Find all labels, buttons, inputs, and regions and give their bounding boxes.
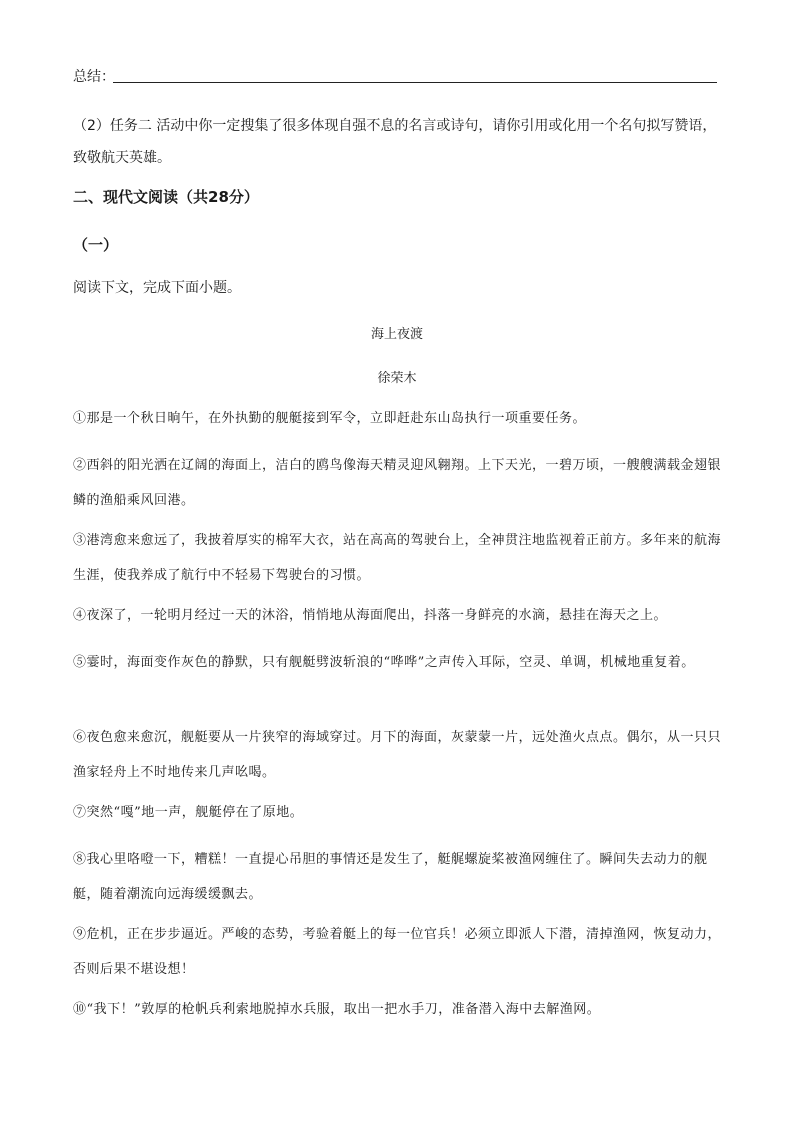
- article-paragraph: ⑦突然“嘎”地一声，舰艇停在了原地。: [73, 805, 304, 820]
- article-paragraph: ①那是一个秋日晌午，在外执勤的舰艇接到军令，立即赶赴东山岛执行一项重要任务。: [73, 411, 587, 426]
- article-author: 徐荣木: [377, 371, 417, 386]
- summary-row: [73, 64, 717, 86]
- question-2: （2）任务二 活动中你一定搜集了很多体现自强不息的名言或诗句，请你引用或化用一个名句拟写赞语，致敬航天英雄。: [73, 118, 717, 166]
- article-paragraph: ⑥夜色愈来愈沉，舰艇要从一片狭窄的海域穿过。月下的海面，灰蒙蒙一片，远处渔火点点。偶尔，从一只只渔家轻舟上不时地传来几声吆喝。: [73, 730, 722, 780]
- article-paragraph: ②西斜的阳光洒在辽阔的海面上，洁白的鸥鸟像海天精灵迎风翱翔。上下天光，一碧万顷，一艘艘满载金翅银鳞的渔船乘风回港。: [73, 458, 722, 508]
- article-paragraph: ⑨危机，正在步步逼近。严峻的态势，考验着艇上的每一位官兵！必须立即派人下潜，清掉渔网，恢复动力，否则后果不堪设想！: [73, 927, 722, 977]
- article-paragraph: ⑩“我下！”敦厚的枪帆兵利索地脱掉水兵服，取出一把水手刀，准备潜入海中去解渔网。: [73, 1002, 601, 1017]
- reading-instruction: 阅读下文，完成下面小题。: [73, 280, 241, 296]
- article-title: 海上夜渡: [370, 327, 423, 342]
- article-paragraph: ⑧我心里咯噔一下，糟糕！一直提心吊胆的事情还是发生了，艇艉螺旋桨被渔网缠住了。瞬间失去动力的舰艇，随着潮流向远海缓缓飘去。: [73, 852, 708, 902]
- article-paragraph: ④夜深了，一轮明月经过一天的沐浴，悄悄地从海面爬出，抖落一身鲜亮的水滴，悬挂在海天之上。: [73, 608, 668, 623]
- article-paragraph: ③港湾愈来愈远了，我披着厚实的棉军大衣，站在高高的驾驶台上，全神贯注地监视着正前方。多年来的航海生涯，使我养成了航行中不轻易下驾驶台的习惯。: [73, 533, 722, 583]
- summary-label: 总结：: [73, 69, 115, 85]
- section-heading: 二、现代文阅读（共28分）: [73, 188, 259, 206]
- subsection-heading: （一）: [73, 236, 119, 254]
- article-paragraph: ⑤霎时，海面变作灰色的静默，只有舰艇劈波斩浪的“哗哗”之声传入耳际，空灵、单调，机械地重复着。: [73, 655, 695, 670]
- summary-answer-line: [113, 82, 717, 83]
